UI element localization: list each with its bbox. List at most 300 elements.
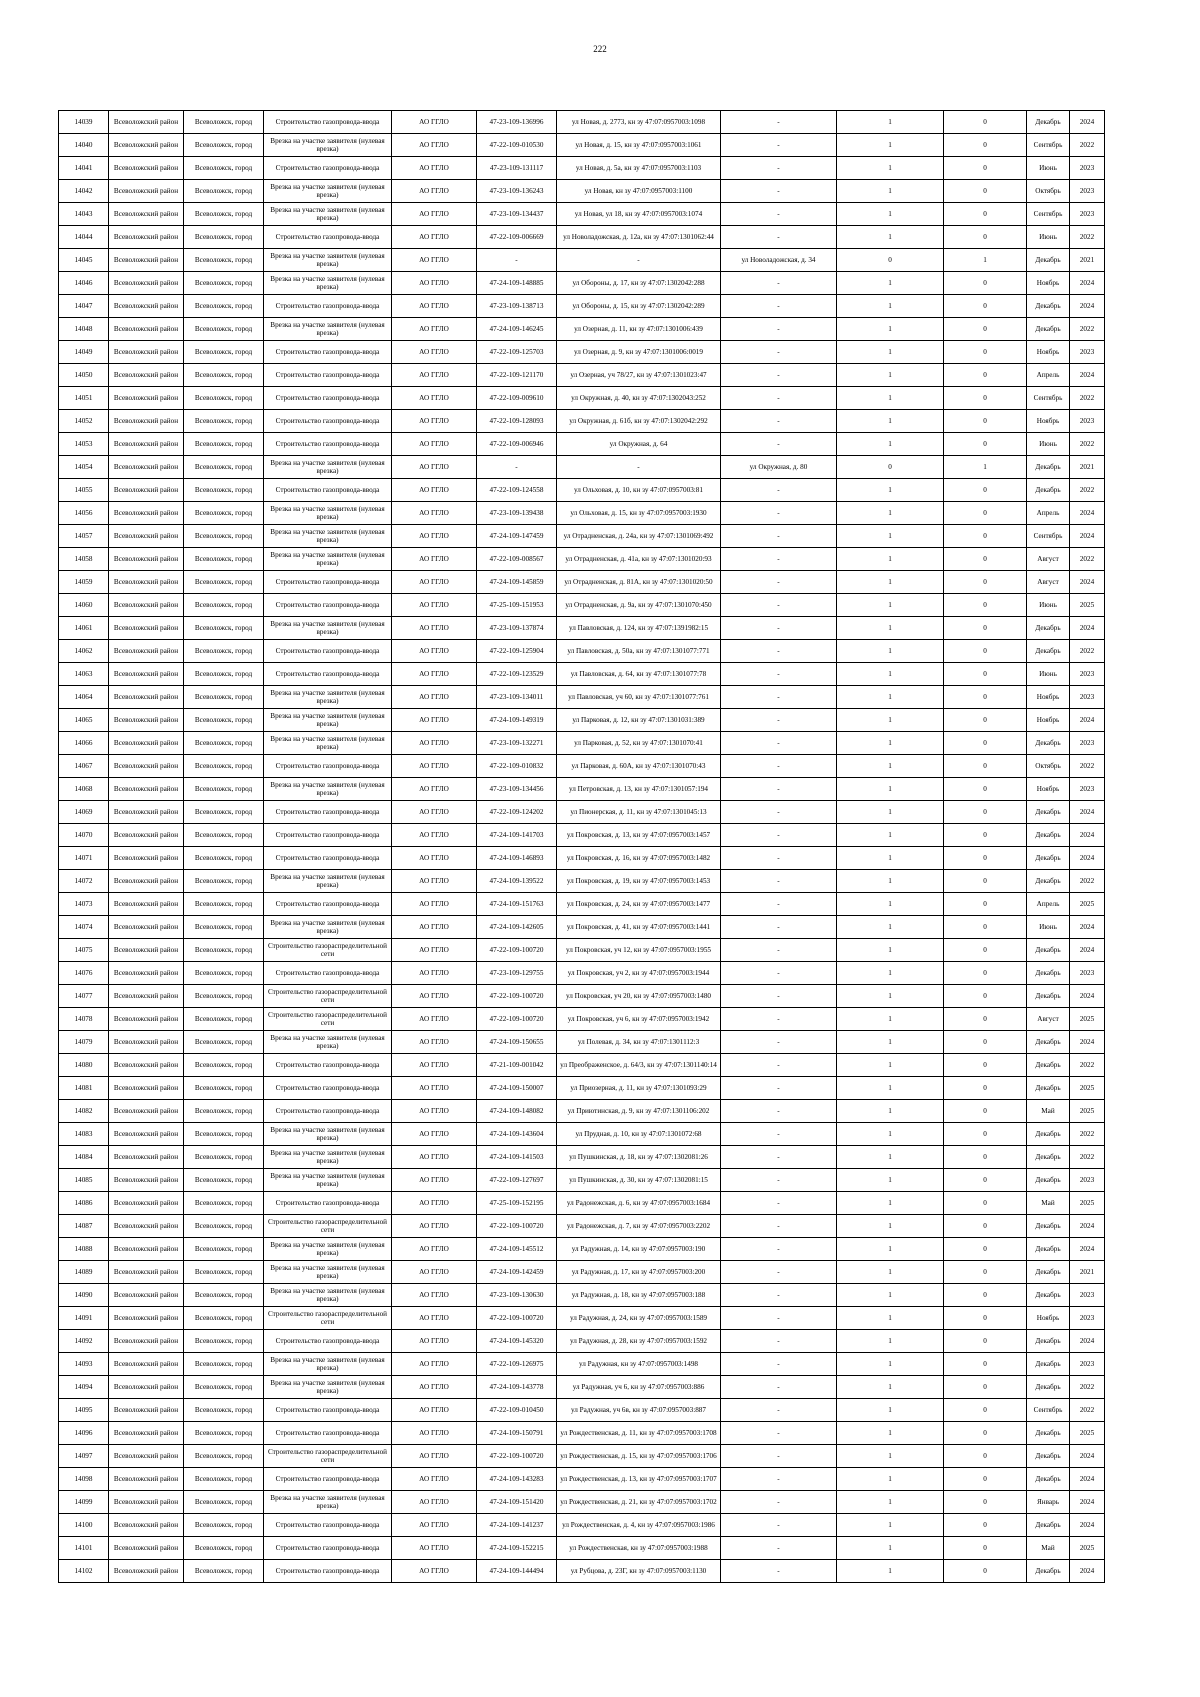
cell-organization: АО ГГЛО: [392, 893, 477, 916]
cell-month: Июнь: [1027, 663, 1070, 686]
cell-row-number: 14082: [59, 1100, 109, 1123]
cell-month: Декабрь: [1027, 801, 1070, 824]
cell-address-alt: -: [721, 1169, 837, 1192]
cell-year: 2025: [1070, 1008, 1105, 1031]
cell-address-cadastral: ул Озерная, уч 78/27, кн зу 47:07:1301023:47: [557, 364, 721, 387]
cell-count-b: 0: [944, 1031, 1027, 1054]
cell-count-b: 0: [944, 387, 1027, 410]
cell-district: Всеволожский район: [109, 732, 184, 755]
cell-settlement: Всеволожск, город: [184, 1376, 264, 1399]
cell-work-type: Строительство газопровода-ввода: [264, 433, 392, 456]
cell-row-number: 14039: [59, 111, 109, 134]
cell-settlement: Всеволожск, город: [184, 1284, 264, 1307]
cell-row-number: 14069: [59, 801, 109, 824]
cell-settlement: Всеволожск, город: [184, 1560, 264, 1583]
cell-year: 2024: [1070, 1031, 1105, 1054]
cell-row-number: 14074: [59, 916, 109, 939]
cell-count-b: 0: [944, 1008, 1027, 1031]
cell-settlement: Всеволожск, город: [184, 1192, 264, 1215]
cell-district: Всеволожский район: [109, 1008, 184, 1031]
cell-count-a: 1: [837, 433, 944, 456]
cell-count-b: 0: [944, 962, 1027, 985]
cell-address-cadastral: ул Отрадненская, д. 24а, кн зу 47:07:1301069:492: [557, 525, 721, 548]
cell-year: 2023: [1070, 1307, 1105, 1330]
cell-settlement: Всеволожск, город: [184, 1238, 264, 1261]
cell-row-number: 14045: [59, 249, 109, 272]
cell-month: Апрель: [1027, 893, 1070, 916]
cell-district: Всеволожский район: [109, 801, 184, 824]
cell-count-b: 0: [944, 1537, 1027, 1560]
cell-address-alt: -: [721, 502, 837, 525]
cell-district: Всеволожский район: [109, 893, 184, 916]
cell-month: Май: [1027, 1100, 1070, 1123]
cell-count-a: 1: [837, 824, 944, 847]
cell-settlement: Всеволожск, город: [184, 778, 264, 801]
cell-settlement: Всеволожск, город: [184, 709, 264, 732]
cell-count-a: 1: [837, 709, 944, 732]
cell-organization: АО ГГЛО: [392, 801, 477, 824]
cell-month: Декабрь: [1027, 962, 1070, 985]
cell-month: Октябрь: [1027, 755, 1070, 778]
cell-work-type: Строительство газопровода-ввода: [264, 1054, 392, 1077]
table-row: [59, 1215, 1105, 1238]
cell-address-alt: -: [721, 1353, 837, 1376]
cell-row-number: 14057: [59, 525, 109, 548]
cell-count-b: 0: [944, 226, 1027, 249]
cell-organization: АО ГГЛО: [392, 479, 477, 502]
cell-row-number: 14089: [59, 1261, 109, 1284]
cell-year: 2023: [1070, 686, 1105, 709]
cell-settlement: Всеволожск, город: [184, 111, 264, 134]
cell-address-alt: -: [721, 1422, 837, 1445]
cell-organization: АО ГГЛО: [392, 1399, 477, 1422]
cell-month: Декабрь: [1027, 1238, 1070, 1261]
cell-district: Всеволожский район: [109, 1123, 184, 1146]
cell-month: Май: [1027, 1537, 1070, 1560]
cell-row-number: 14065: [59, 709, 109, 732]
cell-address-alt: -: [721, 962, 837, 985]
cell-month: Сентябрь: [1027, 1399, 1070, 1422]
cell-row-number: 14048: [59, 318, 109, 341]
cell-district: Всеволожский район: [109, 226, 184, 249]
cell-address-cadastral: ул Рождественская, д. 11, кн зу 47:07:0957003:1708: [557, 1422, 721, 1445]
table-row: [59, 985, 1105, 1008]
cell-row-number: 14083: [59, 1123, 109, 1146]
cell-district: Всеволожский район: [109, 1560, 184, 1583]
cell-organization: АО ГГЛО: [392, 847, 477, 870]
cell-count-b: 0: [944, 1330, 1027, 1353]
cell-organization: АО ГГЛО: [392, 1031, 477, 1054]
cell-organization: АО ГГЛО: [392, 1261, 477, 1284]
cell-address-cadastral: ул Покровская, уч 2, кн зу 47:07:0957003:1944: [557, 962, 721, 985]
cell-row-number: 14090: [59, 1284, 109, 1307]
cell-settlement: Всеволожск, город: [184, 571, 264, 594]
cell-work-type: Строительство газопровода-ввода: [264, 1422, 392, 1445]
cell-count-a: 1: [837, 502, 944, 525]
cell-month: Сентябрь: [1027, 134, 1070, 157]
cell-application-number: 47-23-109-131117: [477, 157, 557, 180]
cell-settlement: Всеволожск, город: [184, 1031, 264, 1054]
cell-row-number: 14081: [59, 1077, 109, 1100]
cell-year: 2022: [1070, 1376, 1105, 1399]
cell-district: Всеволожский район: [109, 1031, 184, 1054]
cell-count-a: 1: [837, 1169, 944, 1192]
cell-month: Декабрь: [1027, 1077, 1070, 1100]
cell-application-number: 47-23-109-138713: [477, 295, 557, 318]
cell-work-type: Врезка на участке заявителя (нулевая врезка): [264, 1491, 392, 1514]
cell-count-a: 0: [837, 249, 944, 272]
cell-organization: АО ГГЛО: [392, 1123, 477, 1146]
cell-month: Октябрь: [1027, 180, 1070, 203]
cell-row-number: 14062: [59, 640, 109, 663]
cell-organization: АО ГГЛО: [392, 1330, 477, 1353]
cell-district: Всеволожский район: [109, 1261, 184, 1284]
cell-count-b: 0: [944, 1376, 1027, 1399]
cell-district: Всеволожский район: [109, 1284, 184, 1307]
cell-work-type: Врезка на участке заявителя (нулевая врезка): [264, 732, 392, 755]
cell-address-alt: -: [721, 686, 837, 709]
cell-address-cadastral: ул Покровская, д. 41, кн зу 47:07:0957003:1441: [557, 916, 721, 939]
cell-settlement: Всеволожск, город: [184, 548, 264, 571]
cell-row-number: 14101: [59, 1537, 109, 1560]
cell-address-cadastral: -: [557, 249, 721, 272]
cell-work-type: Врезка на участке заявителя (нулевая врезка): [264, 686, 392, 709]
page-number: 222: [593, 44, 607, 54]
cell-count-b: 0: [944, 1307, 1027, 1330]
cell-organization: АО ГГЛО: [392, 1468, 477, 1491]
connections-table: [58, 110, 1105, 1583]
cell-count-a: 1: [837, 410, 944, 433]
table-row: [59, 916, 1105, 939]
cell-count-b: 0: [944, 824, 1027, 847]
cell-year: 2021: [1070, 249, 1105, 272]
cell-month: Ноябрь: [1027, 1307, 1070, 1330]
cell-row-number: 14086: [59, 1192, 109, 1215]
cell-month: Январь: [1027, 1491, 1070, 1514]
cell-count-b: 0: [944, 479, 1027, 502]
table-row: [59, 640, 1105, 663]
cell-year: 2024: [1070, 1238, 1105, 1261]
cell-month: Декабрь: [1027, 1215, 1070, 1238]
cell-address-cadastral: ул Парковая, д. 52, кн зу 47:07:1301070:41: [557, 732, 721, 755]
table-row: [59, 226, 1105, 249]
table-row: [59, 1284, 1105, 1307]
cell-address-alt: -: [721, 1192, 837, 1215]
cell-application-number: 47-22-109-009610: [477, 387, 557, 410]
cell-year: 2025: [1070, 1537, 1105, 1560]
cell-application-number: 47-24-109-145320: [477, 1330, 557, 1353]
cell-address-alt: -: [721, 180, 837, 203]
cell-district: Всеволожский район: [109, 272, 184, 295]
cell-address-cadastral: ул Радужная, уч 6в, кн зу 47:07:0957003:887: [557, 1399, 721, 1422]
cell-district: Всеволожский район: [109, 686, 184, 709]
cell-organization: АО ГГЛО: [392, 502, 477, 525]
cell-application-number: 47-24-109-152215: [477, 1537, 557, 1560]
cell-address-cadastral: ул Павловская, уч 60, кн зу 47:07:1301077:761: [557, 686, 721, 709]
cell-settlement: Всеволожск, город: [184, 272, 264, 295]
cell-work-type: Врезка на участке заявителя (нулевая врезка): [264, 180, 392, 203]
cell-row-number: 14061: [59, 617, 109, 640]
cell-address-alt: -: [721, 1031, 837, 1054]
cell-settlement: Всеволожск, город: [184, 847, 264, 870]
cell-settlement: Всеволожск, город: [184, 1169, 264, 1192]
cell-settlement: Всеволожск, город: [184, 985, 264, 1008]
cell-year: 2024: [1070, 801, 1105, 824]
cell-month: Ноябрь: [1027, 410, 1070, 433]
cell-organization: АО ГГЛО: [392, 824, 477, 847]
cell-year: 2022: [1070, 1054, 1105, 1077]
cell-address-cadastral: ул Отрадненская, д. 81А, кн зу 47:07:1301020:50: [557, 571, 721, 594]
table-row: [59, 594, 1105, 617]
cell-year: 2022: [1070, 318, 1105, 341]
cell-settlement: Всеволожск, город: [184, 617, 264, 640]
cell-address-alt: -: [721, 571, 837, 594]
cell-address-alt: -: [721, 295, 837, 318]
cell-month: Сентябрь: [1027, 203, 1070, 226]
table-row: [59, 847, 1105, 870]
cell-count-a: 1: [837, 1100, 944, 1123]
cell-settlement: Всеволожск, город: [184, 1100, 264, 1123]
cell-work-type: Врезка на участке заявителя (нулевая врезка): [264, 1123, 392, 1146]
cell-district: Всеволожский район: [109, 870, 184, 893]
cell-address-cadastral: ул Приозерная, д. 11, кн зу 47:07:1301093:29: [557, 1077, 721, 1100]
cell-settlement: Всеволожск, город: [184, 1514, 264, 1537]
table-row: [59, 1560, 1105, 1583]
cell-month: Декабрь: [1027, 1445, 1070, 1468]
cell-address-cadastral: ул Обороны, д. 17, кн зу 47:07:1302042:288: [557, 272, 721, 295]
cell-year: 2025: [1070, 1100, 1105, 1123]
cell-month: Декабрь: [1027, 617, 1070, 640]
cell-count-b: 0: [944, 686, 1027, 709]
cell-row-number: 14052: [59, 410, 109, 433]
cell-row-number: 14055: [59, 479, 109, 502]
table-row: [59, 824, 1105, 847]
cell-application-number: 47-23-109-139438: [477, 502, 557, 525]
cell-organization: АО ГГЛО: [392, 1284, 477, 1307]
cell-month: Ноябрь: [1027, 341, 1070, 364]
table-row: [59, 1123, 1105, 1146]
cell-month: Декабрь: [1027, 1261, 1070, 1284]
cell-application-number: 47-24-109-146893: [477, 847, 557, 870]
cell-count-b: 0: [944, 111, 1027, 134]
cell-count-a: 1: [837, 1192, 944, 1215]
cell-row-number: 14093: [59, 1353, 109, 1376]
cell-row-number: 14094: [59, 1376, 109, 1399]
cell-address-alt: -: [721, 1077, 837, 1100]
table-row: [59, 1054, 1105, 1077]
cell-application-number: 47-22-109-010530: [477, 134, 557, 157]
cell-settlement: Всеволожск, город: [184, 1123, 264, 1146]
cell-address-alt: -: [721, 916, 837, 939]
cell-address-cadastral: ул Пионерская, д. 11, кн зу 47:07:1301045:13: [557, 801, 721, 824]
table-row: [59, 1491, 1105, 1514]
cell-count-a: 1: [837, 571, 944, 594]
cell-row-number: 14092: [59, 1330, 109, 1353]
cell-work-type: Врезка на участке заявителя (нулевая врезка): [264, 502, 392, 525]
cell-district: Всеволожский район: [109, 180, 184, 203]
cell-count-a: 1: [837, 203, 944, 226]
table-body: [59, 111, 1105, 1583]
cell-year: 2024: [1070, 709, 1105, 732]
cell-row-number: 14068: [59, 778, 109, 801]
table-row: [59, 1192, 1105, 1215]
cell-month: Декабрь: [1027, 1514, 1070, 1537]
cell-year: 2024: [1070, 939, 1105, 962]
cell-district: Всеволожский район: [109, 1077, 184, 1100]
cell-row-number: 14073: [59, 893, 109, 916]
cell-address-alt: -: [721, 1330, 837, 1353]
cell-settlement: Всеволожск, город: [184, 1491, 264, 1514]
cell-settlement: Всеволожск, город: [184, 364, 264, 387]
cell-count-a: 1: [837, 1031, 944, 1054]
table-row: [59, 272, 1105, 295]
cell-month: Ноябрь: [1027, 272, 1070, 295]
cell-count-a: 1: [837, 1307, 944, 1330]
cell-address-alt: -: [721, 111, 837, 134]
cell-organization: АО ГГЛО: [392, 663, 477, 686]
cell-application-number: 47-23-109-132271: [477, 732, 557, 755]
cell-year: 2024: [1070, 824, 1105, 847]
cell-year: 2024: [1070, 525, 1105, 548]
cell-address-alt: -: [721, 1537, 837, 1560]
cell-district: Всеволожский район: [109, 571, 184, 594]
cell-row-number: 14053: [59, 433, 109, 456]
cell-address-alt: -: [721, 203, 837, 226]
cell-month: Сентябрь: [1027, 387, 1070, 410]
cell-count-b: 0: [944, 157, 1027, 180]
cell-work-type: Строительство газопровода-ввода: [264, 571, 392, 594]
cell-application-number: 47-24-109-148082: [477, 1100, 557, 1123]
cell-application-number: 47-23-109-136243: [477, 180, 557, 203]
cell-address-alt: -: [721, 893, 837, 916]
cell-settlement: Всеволожск, город: [184, 180, 264, 203]
cell-district: Всеволожский район: [109, 157, 184, 180]
cell-organization: АО ГГЛО: [392, 1376, 477, 1399]
cell-application-number: 47-22-109-100720: [477, 1008, 557, 1031]
cell-address-alt: ул Окружная, д. 80: [721, 456, 837, 479]
cell-count-a: 1: [837, 341, 944, 364]
cell-month: Декабрь: [1027, 732, 1070, 755]
cell-month: Декабрь: [1027, 456, 1070, 479]
cell-address-alt: -: [721, 1054, 837, 1077]
cell-address-alt: -: [721, 732, 837, 755]
cell-count-a: 1: [837, 134, 944, 157]
cell-work-type: Врезка на участке заявителя (нулевая врезка): [264, 617, 392, 640]
cell-count-a: 1: [837, 364, 944, 387]
cell-count-a: 1: [837, 387, 944, 410]
cell-year: 2022: [1070, 755, 1105, 778]
cell-application-number: 47-24-109-145512: [477, 1238, 557, 1261]
cell-application-number: 47-24-109-150007: [477, 1077, 557, 1100]
cell-work-type: Врезка на участке заявителя (нулевая врезка): [264, 1376, 392, 1399]
table-row: [59, 525, 1105, 548]
cell-work-type: Строительство газопровода-ввода: [264, 1192, 392, 1215]
cell-address-cadastral: ул Рождественская, д. 4, кн зу 47:07:0957003:1986: [557, 1514, 721, 1537]
cell-address-alt: -: [721, 663, 837, 686]
cell-district: Всеволожский район: [109, 985, 184, 1008]
cell-address-alt: -: [721, 594, 837, 617]
cell-month: Декабрь: [1027, 111, 1070, 134]
cell-settlement: Всеволожск, город: [184, 755, 264, 778]
cell-month: Июнь: [1027, 226, 1070, 249]
cell-month: Декабрь: [1027, 640, 1070, 663]
cell-address-cadastral: ул Окружная, д. 64: [557, 433, 721, 456]
cell-organization: АО ГГЛО: [392, 1054, 477, 1077]
cell-year: 2025: [1070, 1077, 1105, 1100]
cell-address-cadastral: ул Павловская, д. 50а, кн зу 47:07:1301077:771: [557, 640, 721, 663]
table-row: [59, 1307, 1105, 1330]
cell-row-number: 14066: [59, 732, 109, 755]
cell-count-b: 0: [944, 364, 1027, 387]
cell-organization: АО ГГЛО: [392, 916, 477, 939]
cell-address-cadastral: ул Пушкинская, д. 30, кн зу 47:07:1302081:15: [557, 1169, 721, 1192]
cell-count-b: 0: [944, 1215, 1027, 1238]
cell-count-a: 1: [837, 111, 944, 134]
table-row: [59, 387, 1105, 410]
cell-address-alt: -: [721, 870, 837, 893]
cell-application-number: 47-22-109-008567: [477, 548, 557, 571]
table-row: [59, 111, 1105, 134]
cell-count-a: 1: [837, 1422, 944, 1445]
cell-count-b: 1: [944, 249, 1027, 272]
cell-month: Ноябрь: [1027, 778, 1070, 801]
cell-district: Всеволожский район: [109, 502, 184, 525]
cell-application-number: 47-24-109-147459: [477, 525, 557, 548]
cell-application-number: 47-24-109-150655: [477, 1031, 557, 1054]
cell-address-alt: -: [721, 157, 837, 180]
cell-year: 2024: [1070, 916, 1105, 939]
cell-count-a: 1: [837, 640, 944, 663]
cell-address-cadastral: ул Новая, д. 5а, кн зу 47:07:0957003:1103: [557, 157, 721, 180]
cell-settlement: Всеволожск, город: [184, 893, 264, 916]
cell-year: 2022: [1070, 1146, 1105, 1169]
table-row: [59, 1514, 1105, 1537]
cell-year: 2024: [1070, 1560, 1105, 1583]
cell-row-number: 14098: [59, 1468, 109, 1491]
cell-count-b: 0: [944, 755, 1027, 778]
cell-organization: АО ГГЛО: [392, 180, 477, 203]
cell-address-alt: -: [721, 1445, 837, 1468]
cell-count-a: 1: [837, 939, 944, 962]
cell-year: 2024: [1070, 1491, 1105, 1514]
table-row: [59, 180, 1105, 203]
cell-application-number: 47-22-109-100720: [477, 1307, 557, 1330]
cell-count-b: 0: [944, 1146, 1027, 1169]
cell-organization: АО ГГЛО: [392, 157, 477, 180]
table-row: [59, 1422, 1105, 1445]
cell-month: Декабрь: [1027, 1468, 1070, 1491]
cell-work-type: Строительство газопровода-ввода: [264, 1399, 392, 1422]
cell-district: Всеволожский район: [109, 1146, 184, 1169]
cell-month: Декабрь: [1027, 1123, 1070, 1146]
cell-month: Сентябрь: [1027, 525, 1070, 548]
cell-year: 2024: [1070, 111, 1105, 134]
cell-address-cadastral: ул Новая, кн зу 47:07:0957003:1100: [557, 180, 721, 203]
cell-count-b: 0: [944, 893, 1027, 916]
cell-row-number: 14044: [59, 226, 109, 249]
cell-district: Всеволожский район: [109, 1376, 184, 1399]
cell-application-number: 47-24-109-142459: [477, 1261, 557, 1284]
cell-application-number: 47-23-109-134456: [477, 778, 557, 801]
table-row: [59, 1330, 1105, 1353]
cell-application-number: 47-22-109-006946: [477, 433, 557, 456]
cell-organization: АО ГГЛО: [392, 594, 477, 617]
cell-settlement: Всеволожск, город: [184, 249, 264, 272]
cell-application-number: 47-22-109-124202: [477, 801, 557, 824]
cell-settlement: Всеволожск, город: [184, 732, 264, 755]
cell-settlement: Всеволожск, город: [184, 686, 264, 709]
cell-work-type: Врезка на участке заявителя (нулевая врезка): [264, 272, 392, 295]
